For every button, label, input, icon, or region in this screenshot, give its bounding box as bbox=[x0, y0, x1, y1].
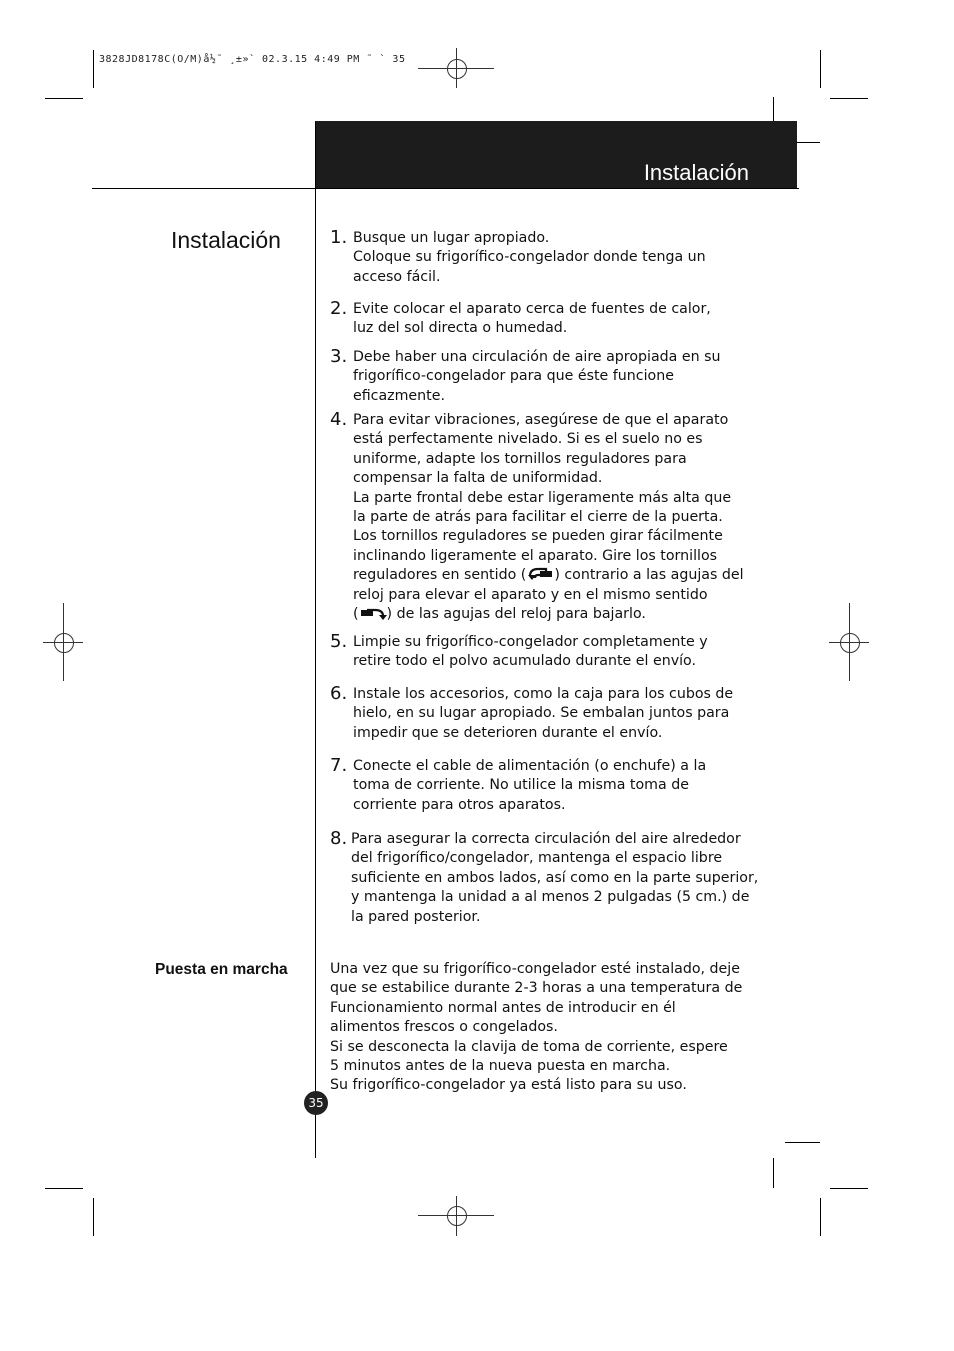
rotate-clockwise-icon bbox=[359, 606, 387, 620]
step-number: 3. bbox=[330, 346, 348, 367]
rotate-counterclockwise-icon bbox=[526, 567, 554, 581]
list-item bbox=[330, 633, 750, 672]
step-number: 1. bbox=[330, 227, 348, 248]
step-number: 7. bbox=[330, 755, 348, 776]
step-text: Evite colocar el aparato cerca de fuentes de calor, luz del sol directa o humedad. bbox=[353, 301, 711, 337]
crop-mark bbox=[93, 1198, 94, 1236]
step-number: 4. bbox=[330, 409, 348, 430]
list-item bbox=[330, 685, 750, 743]
crop-mark bbox=[93, 50, 94, 88]
crop-mark bbox=[785, 1142, 820, 1143]
subsection-text: Una vez que su frigorífico-congelador esté instalado, deje que se estabilice durante 2-3 horas a una temperatura de Funcionamiento normal antes de introducir en él alimentos frescos o congelados. Si se desconecta la clavija de toma de corriente, espere 5 minutos antes de la nueva puesta en marcha. Su frigorífico-congelador ya está listo para su uso. bbox=[330, 961, 743, 1094]
header-rule bbox=[92, 188, 799, 189]
step-text: Para asegurar la correcta circulación del aire alrededor del frigorífico/congelador, mantenga el espacio libre suficiente en ambos lados, así como en la parte superior, y mantenga la unidad a al menos 2 pulgadas (5 cm.) de la pared posterior. bbox=[351, 831, 759, 925]
crop-mark bbox=[773, 1158, 774, 1188]
column-divider bbox=[315, 121, 316, 1158]
step-number: 8. bbox=[330, 828, 348, 849]
list-item bbox=[330, 411, 750, 624]
crop-mark bbox=[797, 142, 820, 143]
list-item bbox=[330, 300, 750, 339]
list-item bbox=[330, 348, 750, 406]
step-number: 6. bbox=[330, 683, 348, 704]
crop-mark bbox=[830, 98, 868, 99]
crop-mark bbox=[830, 1188, 868, 1189]
step-text-part: ) contrario a las agujas del reloj para elevar el aparato y en el mismo sentido ( bbox=[353, 567, 744, 623]
step-number: 5. bbox=[330, 631, 348, 652]
step-text bbox=[353, 411, 750, 624]
section-title: Instalación bbox=[171, 227, 281, 253]
step-text: Instale los accesorios, como la caja para los cubos de hielo, en su lugar apropiado. Se embalan juntos para impedir que se deterioren durante el envío. bbox=[353, 686, 734, 741]
crop-mark bbox=[45, 98, 83, 99]
step-number: 2. bbox=[330, 298, 348, 319]
step-text-part: Para evitar vibraciones, asegúrese de que el aparato está perfectamente nivelado. Si es el suelo no es uniforme, adapte los tornillos reguladores para compensar la falta de uniformidad. La parte frontal debe estar ligeramente más alta que la parte de atrás para facilitar el cierre de la puerta. Los tornillos reguladores se pueden girar fácilmente inclinando ligeramente el aparato. Gire los tornillos reguladores en sentido ( bbox=[353, 412, 732, 584]
banner-title: Instalación bbox=[643, 160, 749, 185]
crop-mark bbox=[820, 50, 821, 88]
page-number: 35 bbox=[304, 1091, 328, 1115]
crop-mark bbox=[45, 1188, 83, 1189]
subsection-title: Puesta en marcha bbox=[155, 961, 288, 978]
print-header: 3828JD8178C(O/M)å½˜ ¸±»` 02.3.15 4:49 PM ˜ ` 35 bbox=[99, 54, 406, 65]
step-text: Debe haber una circulación de aire apropiada en su frigorífico-congelador para que éste funcione eficazmente. bbox=[353, 349, 721, 404]
step-text: Limpie su frigorífico-congelador completamente y retire todo el polvo acumulado durante el envío. bbox=[353, 634, 708, 670]
step-text: Busque un lugar apropiado. Coloque su frigorífico-congelador donde tenga un acceso fácil. bbox=[353, 230, 706, 285]
crop-mark bbox=[820, 1198, 821, 1236]
list-item bbox=[330, 830, 770, 927]
step-text-part: ) de las agujas del reloj para bajarlo. bbox=[386, 606, 646, 623]
header-banner bbox=[316, 121, 797, 188]
list-item bbox=[330, 757, 750, 815]
list-item bbox=[330, 229, 750, 287]
step-text: Conecte el cable de alimentación (o enchufe) a la toma de corriente. No utilice la misma toma de corriente para otros aparatos. bbox=[353, 758, 707, 813]
